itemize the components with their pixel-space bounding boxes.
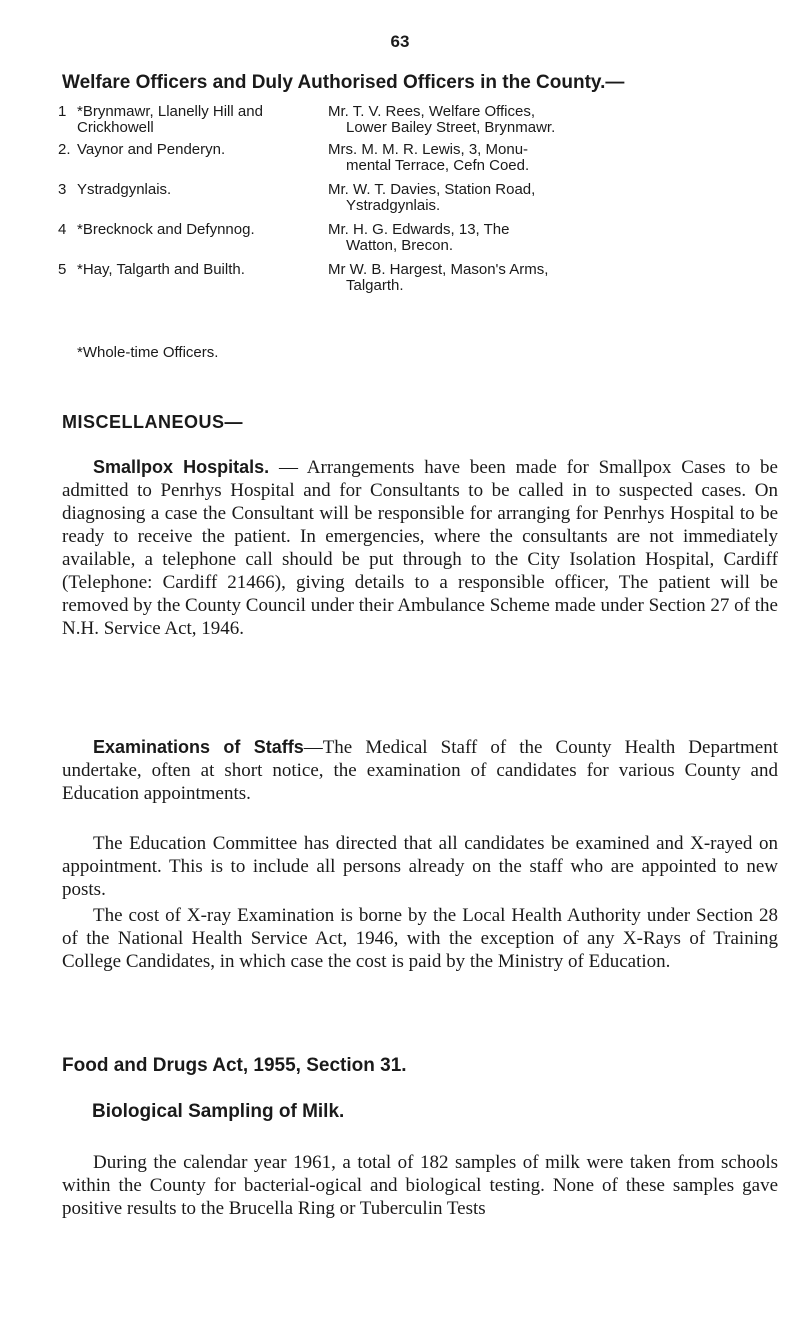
- officer-name: Mr. H. G. Edwards, 13, The: [328, 221, 510, 238]
- officer-address: Talgarth.: [346, 277, 404, 294]
- officer-details: [328, 262, 778, 294]
- officer-details: [328, 142, 778, 174]
- row-number: 2.: [58, 141, 71, 158]
- examinations-lead: Examinations of Staffs: [93, 737, 304, 757]
- page-number: 63: [390, 32, 410, 51]
- officer-name: Mr. W. T. Davies, Station Road,: [328, 181, 536, 198]
- officer-address: mental Terrace, Cefn Coed.: [346, 157, 530, 174]
- area-name: *Hay, Talgarth and Builth.: [77, 261, 245, 278]
- footnote: *Whole-time Officers.: [77, 344, 219, 361]
- row-number: 4: [58, 221, 67, 238]
- smallpox-lead: Smallpox Hospitals.: [93, 457, 270, 477]
- area-name: *Brynmawr, Llanelly Hill and Crickhowell: [77, 103, 263, 136]
- officer-row: [58, 142, 778, 174]
- row-number: 3: [58, 181, 67, 198]
- education-paragraph: The Education Committee has directed that all candidates be examined and X-rayed on appointment. This is to include all persons already on the staff who are appointed to new posts.: [62, 833, 778, 900]
- examinations-text: —The Medical Staff of the County Health Department undertake, often at short notice, the examination of candidates for various County and Education appointments.: [62, 737, 778, 804]
- officer-name: Mr. T. V. Rees, Welfare Offices,: [328, 103, 536, 120]
- officer-details: [328, 104, 778, 136]
- miscellaneous-heading: MISCELLANEOUS—: [62, 412, 244, 432]
- officer-name: Mrs. M. M. R. Lewis, 3, Monu-: [328, 141, 529, 158]
- row-number: 1: [58, 103, 67, 120]
- smallpox-text: — Arrangements have been made for Smallpox Cases to be admitted to Penrhys Hospital and for Consultants to be called in to suspected cases. On diagnosing a case the Consultant will be responsible for arranging for Penrhys Hospital to be ready to receive the patient. In emergencies, where the consultants are not immediately available, a telephone call should be put through to the City Isolation Hospital, Cardiff (Telephone: Cardiff 21466), giving details to a responsible officer, The patient will be removed by the County Council under their Ambulance Scheme made under Section 27 of the N.H. Service Act, 1946.: [62, 457, 778, 639]
- biological-sampling-heading: Biological Sampling of Milk.: [92, 1101, 345, 1122]
- officer-details: [328, 222, 778, 254]
- officers-table: [58, 104, 778, 302]
- officer-row: [58, 222, 778, 254]
- officer-row: [58, 104, 778, 136]
- smallpox-paragraph: [62, 456, 778, 640]
- area-name: *Brecknock and Defynnog.: [77, 221, 255, 238]
- officer-name: Mr W. B. Hargest, Mason's Arms,: [328, 261, 549, 278]
- examinations-paragraph: [62, 736, 778, 805]
- milk-paragraph: During the calendar year 1961, a total of 182 samples of milk were taken from schools within the County for bacterial-ogical and biological testing. None of these samples gave positive results to the Brucella Ring or Tuberculin Tests: [62, 1152, 778, 1219]
- section-title: Welfare Officers and Duly Authorised Officers in the County.—: [62, 72, 625, 93]
- food-drugs-heading: Food and Drugs Act, 1955, Section 31.: [62, 1055, 407, 1076]
- officer-address: Watton, Brecon.: [346, 237, 453, 254]
- xray-paragraph: The cost of X-ray Examination is borne by the Local Health Authority under Section 28 of the National Health Service Act, 1946, with the exception of any X-Rays of Training College Candidates, in which case the cost is paid by the Ministry of Education.: [62, 905, 778, 972]
- area-name: Vaynor and Penderyn.: [77, 141, 226, 158]
- area-name: Ystradgynlais.: [77, 181, 172, 198]
- row-number: 5: [58, 261, 67, 278]
- officer-row: [58, 182, 778, 214]
- officer-details: [328, 182, 778, 214]
- officer-address: Ystradgynlais.: [346, 197, 441, 214]
- officer-row: [58, 262, 778, 294]
- officer-address: Lower Bailey Street, Brynmawr.: [346, 119, 556, 136]
